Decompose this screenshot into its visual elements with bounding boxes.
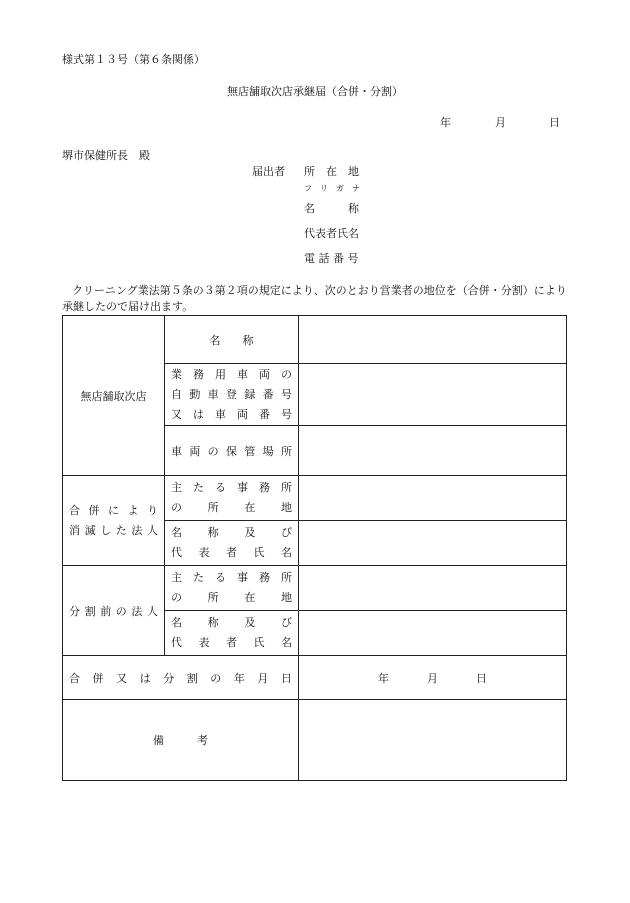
- label-char: 者: [226, 636, 237, 649]
- vehicle-number-field[interactable]: [299, 364, 567, 426]
- label-char: 主: [171, 571, 182, 584]
- addressee: 堺市保健所長 殿: [62, 149, 150, 162]
- label-char: 人: [146, 604, 158, 618]
- remarks-field[interactable]: [299, 700, 567, 781]
- storage-location-field[interactable]: [299, 426, 567, 476]
- label-char: 録: [244, 387, 256, 401]
- split-rep-line-2: [165, 633, 298, 653]
- label-char: 名: [171, 526, 182, 539]
- label-char: 両: [259, 367, 270, 381]
- label-char: 所: [281, 571, 292, 584]
- date-day-label: 日: [549, 116, 560, 129]
- label-char: の: [210, 671, 222, 685]
- label-char: 人: [146, 523, 158, 537]
- label-char: の: [115, 604, 127, 618]
- label-char: 地: [280, 591, 292, 604]
- merge-date-label: [63, 656, 299, 700]
- submitter-rep-label: 代表者氏名: [304, 227, 359, 240]
- label-char: 氏: [253, 636, 265, 649]
- label-char: 滅: [84, 523, 96, 537]
- label-char: 又: [116, 671, 128, 685]
- label-char: 動: [189, 387, 201, 401]
- label-char: 併: [88, 503, 100, 517]
- form-number: 様式第１３号（第６条関係）: [62, 53, 205, 66]
- merged-office-label: [165, 476, 299, 521]
- label-char: 称: [207, 526, 219, 539]
- label-char: 番: [262, 387, 274, 401]
- label-char: 所: [207, 591, 219, 604]
- vehicle-line-3: [165, 405, 298, 425]
- store-name-label-text: 名 称: [209, 333, 254, 347]
- label-char: 割: [84, 604, 96, 618]
- merged-rep-line-1: [165, 523, 298, 543]
- label-char: 事: [237, 481, 248, 494]
- label-char: 名: [281, 636, 292, 649]
- label-char: 在: [244, 501, 256, 514]
- remarks-label: [63, 700, 299, 781]
- label-char: 号: [280, 387, 292, 401]
- split-office-label: [165, 566, 299, 611]
- label-char: 及: [244, 616, 256, 629]
- label-char: 所: [280, 444, 292, 458]
- label-char: 名: [281, 546, 292, 559]
- label-char: 称: [207, 616, 219, 629]
- label-char: の: [281, 367, 292, 381]
- label-char: 合: [69, 671, 80, 685]
- merge-date-month: 月: [427, 671, 438, 685]
- label-char: 又: [171, 407, 182, 421]
- label-char: 及: [244, 526, 256, 539]
- label-char: に: [108, 503, 119, 517]
- label-char: た: [193, 571, 204, 584]
- merged-rep-label: [165, 521, 299, 566]
- split-rep-label: [165, 611, 299, 656]
- label-char: 法: [131, 523, 143, 537]
- label-char: 合: [69, 503, 80, 517]
- vehicle-line-2: [165, 385, 298, 405]
- merged-line-2: [63, 521, 164, 541]
- merged-rep-field[interactable]: [299, 521, 567, 566]
- merged-office-line-2: [165, 498, 298, 518]
- merged-office-line-1: [165, 478, 298, 498]
- split-corporation-label: [63, 566, 165, 656]
- merged-corporation-label: [63, 476, 165, 566]
- label-char: 者: [226, 546, 237, 559]
- label-char: 併: [92, 671, 104, 685]
- label-char: は: [139, 671, 151, 685]
- label-char: の: [207, 444, 219, 458]
- label-char: 両: [189, 444, 201, 458]
- label-char: 車: [237, 367, 248, 381]
- label-char: 地: [280, 501, 292, 514]
- merge-date-day: 日: [476, 671, 487, 685]
- label-char: 日: [280, 671, 292, 685]
- label-char: 代: [171, 546, 182, 559]
- label-char: 分: [163, 671, 175, 685]
- label-char: 在: [244, 591, 256, 604]
- label-char: た: [115, 523, 127, 537]
- label-char: 氏: [253, 546, 265, 559]
- store-label: [63, 316, 165, 476]
- label-char: 車: [171, 444, 182, 458]
- split-office-field[interactable]: [299, 566, 567, 611]
- label-char: の: [171, 501, 182, 514]
- submitter-address-label: 所 在 地: [304, 165, 359, 178]
- label-char: 前: [100, 604, 112, 618]
- submitter-name-label: 名 称: [304, 202, 359, 215]
- label-char: 消: [69, 523, 80, 537]
- storage-location-label: [165, 426, 299, 476]
- label-char: る: [215, 481, 226, 494]
- label-char: り: [147, 503, 158, 517]
- label-char: 事: [237, 571, 248, 584]
- split-rep-field[interactable]: [299, 611, 567, 656]
- date-year-label: 年: [440, 116, 451, 129]
- label-char: び: [280, 526, 292, 539]
- submitter-furigana-label: フ リ ガ ナ: [304, 184, 360, 193]
- submitter-phone-label: 電 話 番 号: [304, 252, 359, 265]
- label-char: 場: [262, 444, 274, 458]
- label-char: 業: [171, 367, 182, 381]
- vehicle-number-label: [165, 364, 299, 426]
- label-char: 代: [171, 636, 182, 649]
- label-char: 用: [215, 367, 226, 381]
- vehicle-line-1: [165, 365, 298, 385]
- label-char: 法: [131, 604, 143, 618]
- merged-line-1: [63, 501, 164, 521]
- label-char: よ: [127, 503, 139, 517]
- store-label-text: 無店舗取次店: [80, 389, 147, 403]
- label-char: 両: [237, 407, 248, 421]
- label-char: 分: [69, 604, 80, 618]
- merge-date-year: 年: [378, 671, 389, 685]
- label-char: 管: [244, 444, 256, 458]
- merged-rep-line-2: [165, 543, 298, 563]
- label-char: 名: [171, 616, 182, 629]
- label-char: 車: [207, 387, 219, 401]
- label-char: 号: [281, 407, 292, 421]
- label-char: 所: [281, 481, 292, 494]
- merged-office-field[interactable]: [299, 476, 567, 521]
- label-char: は: [193, 407, 204, 421]
- label-char: 番: [259, 407, 270, 421]
- label-char: 年: [233, 671, 245, 685]
- submitter-label: 届出者: [252, 165, 285, 178]
- label-char: 務: [259, 571, 270, 584]
- label-char: た: [193, 481, 204, 494]
- merge-date-field[interactable]: [299, 656, 567, 700]
- label-char: 主: [171, 481, 182, 494]
- store-name-label: [165, 316, 299, 364]
- split-label-line: [63, 603, 164, 619]
- label-char: 表: [198, 636, 210, 649]
- label-char: 表: [198, 546, 210, 559]
- label-char: 車: [215, 407, 226, 421]
- label-char: 月: [257, 671, 269, 685]
- label-char: 所: [207, 501, 219, 514]
- label-char: 務: [193, 367, 204, 381]
- label-char: 登: [225, 387, 237, 401]
- label-char: の: [171, 591, 182, 604]
- split-rep-line-1: [165, 613, 298, 633]
- label-char: 自: [171, 387, 182, 401]
- label-char: る: [215, 571, 226, 584]
- label-char: 保: [225, 444, 237, 458]
- label-char: 割: [186, 671, 198, 685]
- split-office-line-1: [165, 568, 298, 588]
- label-char: 務: [259, 481, 270, 494]
- declaration-text: クリーニング業法第５条の３第２項の規定により、次のとおり営業者の地位を（合併・分割）により承継したので届け出ます。: [62, 284, 567, 313]
- notification-table: [62, 315, 567, 781]
- label-char: し: [100, 523, 112, 537]
- document-title: 無店舗取次店承継届（合併・分割）: [227, 85, 403, 98]
- store-name-field[interactable]: [299, 316, 567, 364]
- remarks-label-text: 備 考: [153, 734, 208, 747]
- split-office-line-2: [165, 588, 298, 608]
- label-char: び: [280, 616, 292, 629]
- date-month-label: 月: [495, 116, 506, 129]
